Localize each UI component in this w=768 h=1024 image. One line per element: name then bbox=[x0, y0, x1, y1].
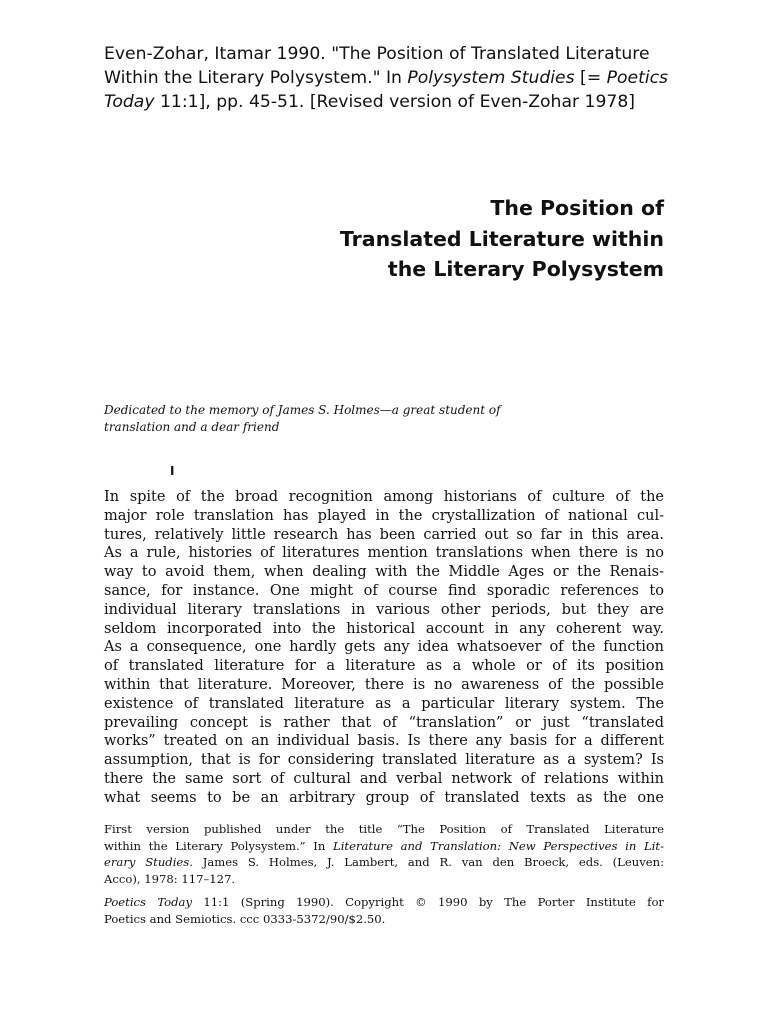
body-line: works” treated on an individual basis. Is there any basis for a different bbox=[104, 733, 664, 750]
citation-journal-polysystem: Polysystem Studies bbox=[407, 68, 575, 88]
footnote-line: Poetics and Semiotics. ccc 0333-5372/90/$2.50. bbox=[104, 911, 386, 926]
body-line: way to avoid them, when dealing with the Middle Ages or the Renais- bbox=[104, 564, 664, 581]
footnote-line: Acco), 1978: 117–127. bbox=[104, 871, 236, 886]
body-line: sance, for instance. One might of course find sporadic references to bbox=[104, 582, 664, 599]
title-line-2: Translated Literature within bbox=[339, 226, 664, 251]
body-line: within that literature. Moreover, there is no awareness of the possible bbox=[104, 676, 664, 693]
citation-text-part3: 11:1], pp. 45-51. [Revised version of Even-Zohar 1978] bbox=[154, 92, 635, 112]
body-line: In spite of the broad recognition among historians of culture of the bbox=[104, 489, 664, 505]
citation-journal-poetics-today: Poetics Today bbox=[104, 68, 669, 112]
footnote-line: First version published under the title “The Position of Translated Literature bbox=[104, 822, 664, 836]
footnote-line bbox=[104, 838, 664, 855]
copyright-journal: Poetics Today bbox=[104, 895, 193, 909]
footnote-first-version bbox=[104, 821, 664, 887]
body-line: what seems to be an arbitrary group of translated texts as the one bbox=[104, 789, 664, 806]
footnote-text: . James S. Holmes, J. Lambert, and R. van den Broeck, eds. (Leuven: bbox=[189, 855, 664, 869]
title-line-3: the Literary Polysystem bbox=[387, 257, 664, 281]
footnote-book-title: Literature and Translation: New Perspectives in Lit- bbox=[333, 838, 664, 853]
body-line: As a rule, histories of literatures mention translations when there is no bbox=[104, 545, 664, 562]
body-line: tures, relatively little research has been carried out so far in this area. bbox=[104, 526, 664, 543]
footnote-line bbox=[104, 894, 664, 911]
article-title bbox=[340, 193, 664, 285]
body-line: As a consequence, one hardly gets any idea whatsoever of the function bbox=[104, 639, 664, 656]
body-paragraph bbox=[104, 488, 664, 808]
footnote-copyright bbox=[104, 894, 664, 927]
dedication-line-1: Dedicated to the memory of James S. Holmes—a great student of bbox=[104, 403, 501, 417]
citation-text-part2: [= bbox=[574, 68, 607, 88]
body-line: individual literary translations in various other periods, but they are bbox=[104, 601, 664, 618]
dedication-line-2: translation and a dear friend bbox=[104, 420, 280, 434]
body-line: there the same sort of cultural and verbal network of relations within bbox=[104, 770, 664, 787]
citation-header bbox=[104, 42, 704, 114]
footnote-text: within the Literary Polysystem.” In bbox=[104, 838, 334, 853]
body-line: major role translation has played in the crystallization of national cul- bbox=[104, 507, 664, 524]
body-line: prevailing concept is rather that of “translation” or just “translated bbox=[104, 714, 664, 731]
copyright-text: 11:1 (Spring 1990). Copyright © 1990 by The Porter Institute for bbox=[192, 895, 664, 909]
section-number: I bbox=[170, 464, 175, 478]
body-line: existence of translated literature as a particular literary system. The bbox=[104, 695, 664, 712]
dedication bbox=[104, 402, 604, 436]
body-line: assumption, that is for considering translated literature as a system? Is bbox=[104, 752, 664, 769]
footnote-book-title-cont: erary Studies bbox=[104, 855, 190, 869]
body-line: seldom incorporated into the historical account in any coherent way. bbox=[104, 620, 664, 637]
footnote-line bbox=[104, 854, 664, 871]
body-line: of translated literature for a literature as a whole or of its position bbox=[104, 658, 664, 675]
citation-text-part1: Even-Zohar, Itamar 1990. "The Position of Translated Literature Within the Literary Polysystem." In bbox=[104, 44, 650, 88]
title-line-1: The Position of bbox=[490, 196, 664, 220]
